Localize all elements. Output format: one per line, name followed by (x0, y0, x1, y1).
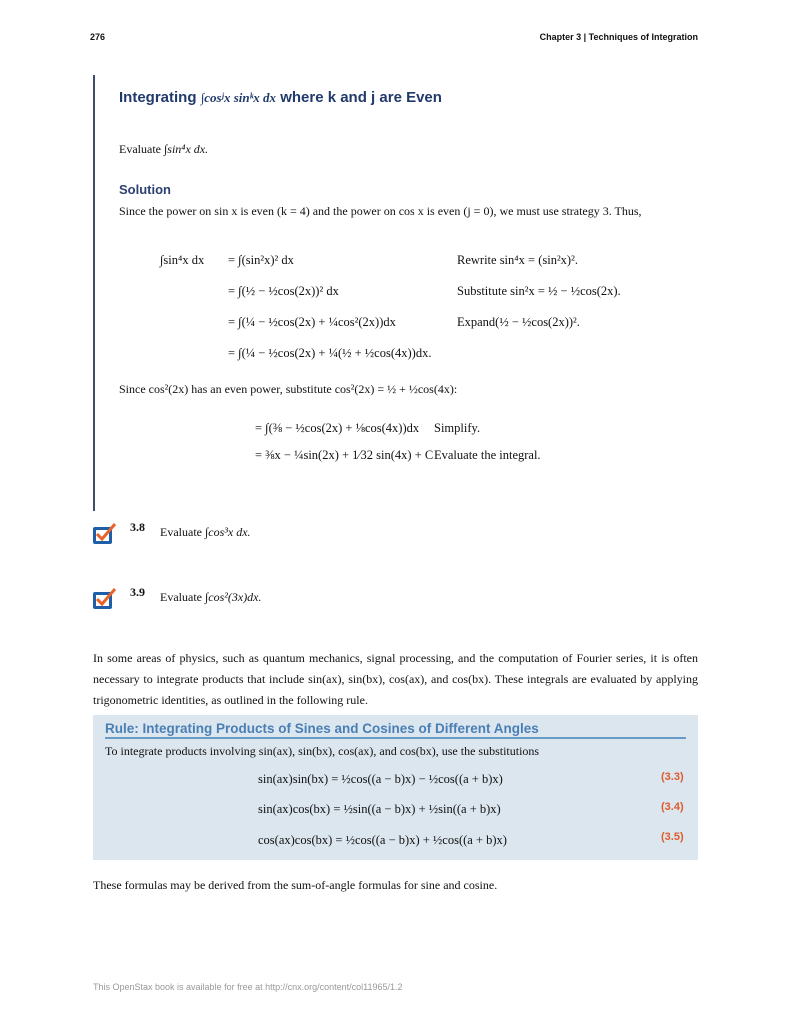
title-prefix: Integrating (119, 89, 197, 106)
equation-number: (3.3) (661, 771, 684, 783)
exercise-number: 3.9 (130, 585, 145, 599)
exercise-text (160, 525, 251, 540)
rule-title-underline (105, 737, 686, 739)
checkpoint-icon (92, 523, 116, 545)
footer: This OpenStax book is available for free at http://cnx.org/content/col11965/1.2 (93, 982, 403, 992)
step-expr: = ∫(½ − ½cos(2x))² dx (228, 284, 339, 298)
rule-intro: To integrate products involving sin(ax), sin(bx), cos(ax), and cos(bx), use the substitutions (105, 744, 540, 758)
step-note: Simplify. (434, 421, 481, 435)
exercise-text (160, 590, 262, 605)
step-note: Substitute sin²x = ½ − ½cos(2x). (457, 284, 621, 298)
page-number: 276 (90, 32, 106, 42)
example-title (119, 89, 442, 106)
step-expr: = ∫(⅜ − ½cos(2x) + ⅛cos(4x))dx (255, 421, 420, 435)
example-prompt (119, 142, 208, 157)
exercise-label: Evaluate (160, 590, 202, 604)
equation-number: (3.5) (661, 831, 684, 843)
step-note: Rewrite sin⁴x = (sin²x)². (457, 253, 578, 267)
step-expr: = ∫(¼ − ½cos(2x) + ¼cos²(2x))dx (228, 315, 396, 329)
closing-text: These formulas may be derived from the sum-of-angle formulas for sine and cosine. (93, 878, 498, 892)
exercise-math: ∫cos²(3x)dx. (204, 590, 262, 604)
checkpoint-icon (92, 588, 116, 610)
chapter-title: Chapter 3 | Techniques of Integration (539, 32, 698, 42)
prompt-label: Evaluate (119, 142, 161, 156)
step-note: Expand(½ − ½cos(2x))². (457, 315, 580, 329)
exercise-number: 3.8 (130, 520, 145, 534)
step-expr: = ∫(sin²x)² dx (228, 253, 294, 267)
exercise-label: Evaluate (160, 525, 202, 539)
step-expr: = ∫(¼ − ½cos(2x) + ¼(½ + ½cos(4x))dx. (228, 346, 432, 360)
rule-formula: cos(ax)cos(bx) = ½cos((a − b)x) + ½cos((a + b)x) (258, 833, 507, 847)
title-suffix: where k and j are Even (280, 89, 442, 106)
intro-paragraph: In some areas of physics, such as quantum mechanics, signal processing, and the computation of Fourier series, it is often necessary to integrate products that include sin(ax), sin(bx), cos(ax), and cos(bx). These integrals are evaluated by applying trigonometric identities, as outlined in the following rule. (93, 651, 698, 707)
rule-title: Rule: Integrating Products of Sines and Cosines of Different Angles (105, 721, 539, 736)
example-sidebar-bar (93, 75, 95, 511)
exercise-math: ∫cos³x dx. (204, 525, 251, 539)
rule-formula: sin(ax)cos(bx) = ½sin((a − b)x) + ½sin((a + b)x) (258, 802, 501, 816)
rule-formula: sin(ax)sin(bx) = ½cos((a − b)x) − ½cos((a + b)x) (258, 772, 503, 786)
step-lhs: ∫sin⁴x dx (160, 253, 205, 267)
step-note: Evaluate the integral. (434, 448, 541, 462)
solution-heading: Solution (119, 182, 171, 197)
equation-number: (3.4) (661, 801, 684, 813)
since-text: Since cos²(2x) has an even power, substitute cos²(2x) = ½ + ½cos(4x): (119, 382, 458, 396)
step-expr: = ⅜x − ¼sin(2x) + 1⁄32 sin(4x) + C (255, 448, 434, 462)
rule-box (93, 715, 698, 860)
solution-text: Since the power on sin x is even (k = 4) and the power on cos x is even (j = 0), we must use strategy 3. Thus, (119, 204, 642, 218)
title-math: ∫cosʲx sinᵏx dx (200, 90, 277, 105)
prompt-math: ∫sin⁴x dx. (163, 142, 209, 156)
